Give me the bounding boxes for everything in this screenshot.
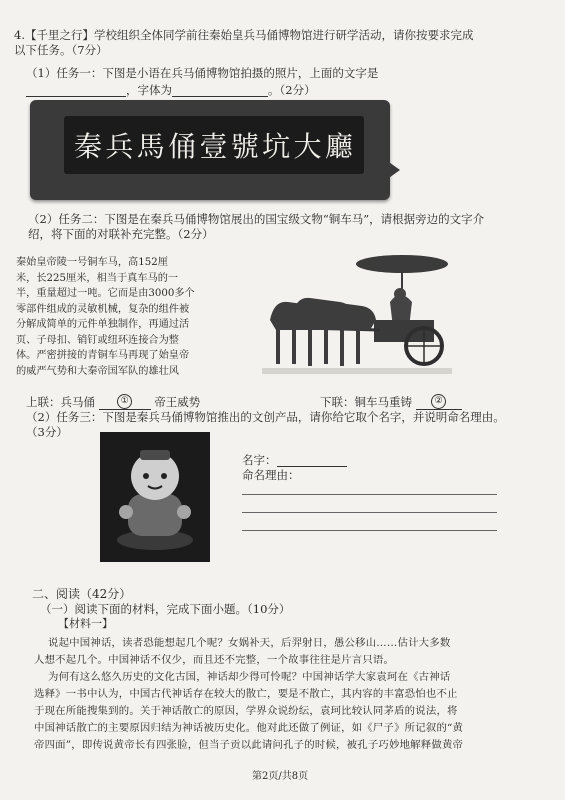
carriage xyxy=(374,320,434,342)
task2-line2: 绍，将下面的对联补充完整。（2分） xyxy=(28,227,214,241)
name-input-line[interactable] xyxy=(277,452,347,467)
passage-line: 中国神话散亡的主要原因归结为神话被历史化。他对此还做了例证，如《尸子》所记叙的“黄 xyxy=(34,722,464,734)
description-line: 分解成简单的元件单独制作，再通过活 xyxy=(16,319,190,330)
couplet-upper-prefix: 上联：兵马俑 xyxy=(26,395,95,409)
couplet-upper-suffix: 帝王威势 xyxy=(154,395,201,409)
question-4-heading-cont: 以下任务。（7分） xyxy=(14,43,108,57)
blank-number: ② xyxy=(431,394,446,409)
reason-answer-line[interactable] xyxy=(242,530,497,531)
question-4-heading: 4.【千里之行】学校组织全体同学前往秦始皇兵马俑博物馆进行研学活动，请你按要求完成 xyxy=(14,28,474,42)
sign-char: 秦 xyxy=(74,130,104,163)
reason-field xyxy=(242,468,300,482)
task3-line1: （2）任务三：下图是秦兵马俑博物馆推出的文创产品，请你给它取个名字，并说明命名理由。 xyxy=(26,410,505,424)
name-label: 名字： xyxy=(242,453,277,467)
text-answer-blank[interactable] xyxy=(26,82,126,97)
font-answer-blank[interactable] xyxy=(172,82,268,97)
passage-line: 说起中国神话，读者恐能想起几个呢？女娲补天，后羿射日，愚公移山……估计大多数 xyxy=(48,637,451,649)
reason-label: 命名理由： xyxy=(242,468,300,482)
souvenir-figurine-photo xyxy=(100,432,210,562)
couplet-blank-1[interactable] xyxy=(99,392,151,410)
passage-line: 选释》一书中认为，中国古代神话存在较大的散亡，要是不散亡，其内容的丰富恐怕也不止 xyxy=(34,688,458,700)
description-line: 半，重量超过一吨。它而是由3000多个 xyxy=(16,288,195,299)
shadow xyxy=(262,368,452,374)
passage-line: 帝四面”，即传说黄帝长有四张脸，但当子贡以此请问孔子的时候，被孔子巧妙地解释做黄帝 xyxy=(34,739,464,751)
couplet-lower-prefix: 下联：铜车马重铸 xyxy=(320,395,412,409)
material-1-label: 【材料一】 xyxy=(58,617,113,630)
sign-char: 廳 xyxy=(324,130,354,163)
description-line: 零部件组成的灵敏机械，复杂的组件被 xyxy=(16,303,190,315)
passage-line: 于现在所能搜集到的。关于神话散亡的原因，学界众说纷纭，袁珂比较认同茅盾的说法，将 xyxy=(34,705,458,717)
horses xyxy=(270,298,376,366)
sign-char: 壹 xyxy=(199,130,229,163)
task1-line2 xyxy=(26,82,316,97)
sign-char: 大 xyxy=(293,130,323,163)
task2-line1: （2）任务二：下图是在秦兵马俑博物馆展出的国宝级文物“铜车马”，请根据旁边的文字介 xyxy=(28,212,485,226)
description-line: 页、子母扣、销钉或纽环连接合为整 xyxy=(16,334,179,346)
reason-answer-line[interactable] xyxy=(242,494,497,495)
subsection-1-title: （一）阅读下面的材料，完成下面小题。（10分） xyxy=(40,602,291,616)
passage-line: 人想不起几个。中国神话不仅少，而且还不完整，一个故事往往是片言只语。 xyxy=(34,654,395,666)
task1-points: 。（2分） xyxy=(268,83,316,97)
name-field xyxy=(242,452,347,467)
task1-line1: （1）任务一：下图是小语在兵马俑博物馆拍摄的照片，上面的文字是 xyxy=(26,66,379,80)
blank-number: ① xyxy=(117,394,132,409)
bronze-chariot-image xyxy=(262,250,452,390)
charioteer-head xyxy=(394,288,406,300)
bronze-chariot-description xyxy=(16,255,261,379)
reason-answer-line[interactable] xyxy=(242,512,497,513)
page-number: 第2页/共8页 xyxy=(252,771,309,782)
seal-script-sign xyxy=(64,116,364,174)
task1-mid: ，字体为 xyxy=(126,83,172,97)
figurine-hat xyxy=(140,450,170,460)
sign-char: 坑 xyxy=(262,130,292,163)
description-line: 的威严气势和大秦帝国军队的雄壮风 xyxy=(16,365,179,377)
sign-char: 馬 xyxy=(136,130,166,163)
description-line: 米，长225厘米，相当于真车马的一 xyxy=(16,272,179,284)
museum-sign-photo xyxy=(30,100,390,200)
task3-line2: （3分） xyxy=(26,425,68,439)
figurine-body xyxy=(128,494,182,536)
section-2-title: 二、阅读（42分） xyxy=(32,587,132,601)
sign-char: 號 xyxy=(230,130,260,163)
sign-char: 俑 xyxy=(168,130,198,163)
couplet-blank-2[interactable] xyxy=(416,392,462,410)
passage-line: 为何有这么悠久历史的文化古国，神话却少得可怜呢？中国神话学大家袁珂在《古神话 xyxy=(48,671,451,683)
couplet-lower xyxy=(320,392,462,410)
sign-char: 兵 xyxy=(105,130,135,163)
description-line: 秦始皇帝陵一号铜车马，高152厘 xyxy=(16,257,168,268)
description-line: 体。严密拼接的青铜车马再现了始皇帝 xyxy=(16,350,190,361)
sign-edge xyxy=(386,160,400,180)
couplet-upper xyxy=(26,392,200,410)
